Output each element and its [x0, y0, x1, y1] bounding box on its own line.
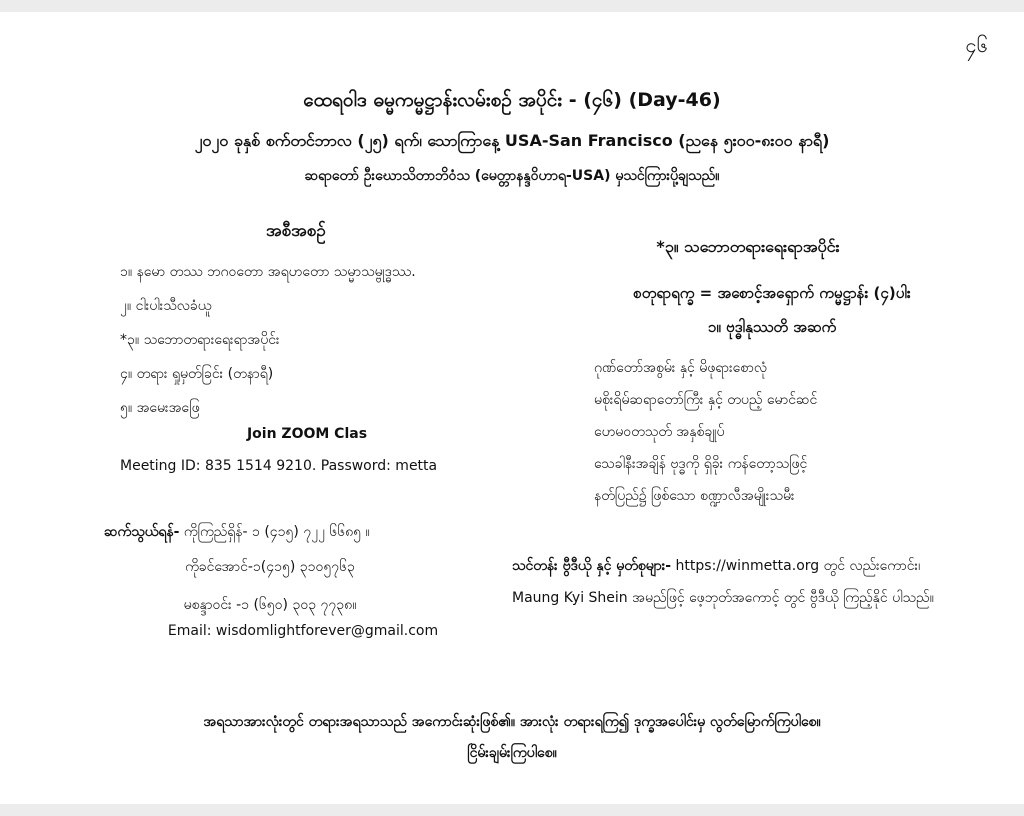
verse-item: မစိုးရိမ်ဆရာတော်ကြီး နှင့် တပည့် မောင်ဆင်	[594, 392, 818, 408]
sub-topic-heading: ၁။ ဗုဒ္ဓါနုဿတိ အဆက်	[707, 318, 837, 336]
section-heading: *၃။ သဘောတရားရေးရာအပိုင်း	[656, 237, 840, 256]
document-title: ထေရဝါဒ ဓမ္မကမ္မဋ္ဌာန်းလမ်းစဉ် အပိုင်း - (၄၆) (Day-46)	[303, 89, 721, 111]
footer-peace: ငြိမ်းချမ်းကြပါစေ။	[467, 745, 557, 761]
date-subtitle: ၂၀၂၀ ခုနှစ် စက်တင်ဘာလ (၂၅) ရက်၊ သောကြာနေ့ USA-San Francisco (ညနေ ၅း၀၀-၈း၀၀ နာရီ)	[194, 131, 830, 150]
document-page	[0, 12, 1024, 804]
agenda-item: *၃။ သဘောတရားရေးရာအပိုင်း	[120, 332, 280, 348]
video-links-paragraph	[512, 550, 942, 614]
topic-heading: စတုရာရက္ခ = အစောင့်အရှောက် ကမ္မဋ္ဌာန်း (၄)ပါး	[633, 284, 911, 302]
contact-email: Email: wisdomlightforever@gmail.com	[167, 623, 439, 639]
agenda-heading: အစီအစဉ်	[266, 221, 326, 241]
contact-phone-3: မစန္ဒာဝင်း -၁ (၆၅၀) ၃၀၃ ၇၇၃၈။	[183, 597, 357, 613]
verse-list	[594, 352, 817, 512]
verse-item: နတ်ပြည်၌ ဖြစ်သော စဏ္ဍာလီအမျိုးသမီး	[594, 488, 795, 504]
contact-phone-2: ကိုခင်အောင်-၁(၄၁၅) ၃၁၀၅၇၆၃	[185, 559, 355, 575]
footer-blessing: အရသာအားလုံးတွင် တရားအရသာသည် အကောင်းဆုံးဖြစ်၏။ အားလုံး တရားရကြ၍ ဒုက္ခအပေါင်းမှ လွတ်မြောက်ကြပါစေ။	[203, 714, 821, 730]
contact-phone-1: ကိုကြည်ရှိန်- ၁ (၄၁၅) ၇၂၂ ၆၆၈၅ ။	[179, 524, 370, 540]
agenda-item: ၁။ နမော တဿ ဘဂဝတော အရဟတော သမ္မာသမ္ဗုဒ္ဓဿ.	[120, 264, 416, 280]
agenda-item: ၅။ အမေးအဖြေ	[120, 400, 200, 416]
contact-line-1	[104, 522, 370, 543]
verse-item: သေခါနီးအချိန် ဗုဒ္ဓကို ရှိခိုး ကန်တော့သဖြင့်	[594, 456, 808, 472]
agenda-list	[120, 255, 416, 425]
page-number: ၄၆	[965, 33, 988, 57]
verse-item: ဂုဏ်တော်အစွမ်း နှင့် မိဖုရားစောလုံ	[594, 360, 767, 376]
contact-label: ဆက်သွယ်ရန်-	[104, 524, 180, 540]
verse-item: ဟေမဝတသုတ် အနှစ်ချုပ်	[594, 424, 725, 440]
zoom-heading: Join ZOOM Clas	[246, 426, 368, 442]
zoom-meeting-info: Meeting ID: 835 1514 9210. Password: metta	[120, 458, 438, 474]
video-links-text: https://winmetta.org တွင် လည်းကောင်း၊ Maung Kyi Shein အမည်ဖြင့် ဖေ့ဘုတ်အကောင့် တွင် ဗွီဒီယို ကြည့်နိုင် ပါသည်။	[512, 558, 934, 606]
agenda-item: ၂။ ငါးပါးသီလခံယူ	[120, 298, 212, 314]
agenda-item: ၄။ တရား ရှုမှတ်ခြင်း (တနာရီ)	[120, 366, 274, 382]
teacher-subtitle: ဆရာတော် ဦးဃောသိတာဘိဝံသ (မေတ္တာနန္ဒဝိဟာရ-USA) မှသင်ကြားပို့ချသည်။	[304, 168, 720, 184]
video-links-label: သင်တန်း ဗွီဒီယို နှင့် မှတ်စုများ-	[512, 558, 672, 574]
